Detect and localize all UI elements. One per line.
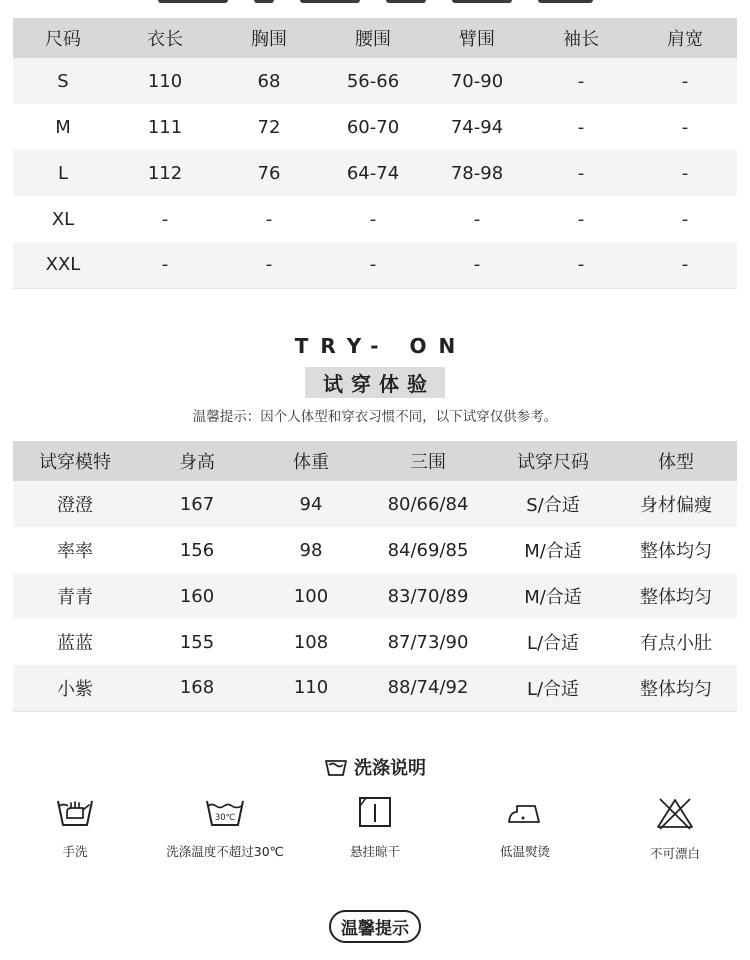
- size-table-header: [13, 18, 737, 58]
- tryon-header-cell: 三围: [410, 452, 446, 473]
- size-cell: XXL: [45, 254, 81, 276]
- no-bleach-icon: [655, 796, 695, 830]
- tryon-cell: 160: [179, 585, 215, 607]
- tryon-note: 温馨提示：因个人体型和穿衣习惯不同，以下试穿仅供参考。: [192, 409, 558, 425]
- tryon-cell: 100: [293, 585, 329, 607]
- size-cell: S: [57, 70, 69, 92]
- tryon-cell: 小紫: [57, 678, 93, 700]
- tryon-table-header: [13, 441, 737, 481]
- size-cell: -: [161, 208, 169, 230]
- size-cell: 111: [147, 116, 183, 138]
- size-cell: -: [577, 208, 585, 230]
- size-cell: -: [681, 162, 689, 184]
- wash-item-30c: [150, 796, 300, 860]
- tryon-cell: S/合适: [526, 495, 580, 516]
- size-header-cell: 尺码: [45, 29, 81, 50]
- tryon-cell: 88/74/92: [387, 677, 469, 699]
- size-cell: -: [577, 162, 585, 184]
- size-cell: 74-94: [450, 116, 504, 138]
- table-row: [13, 150, 737, 196]
- size-cell: 70-90: [450, 70, 504, 92]
- tryon-cell: L/合适: [526, 633, 580, 654]
- cropped-title-bar: [0, 0, 750, 3]
- size-header-cell: 衣长: [147, 29, 183, 50]
- tryon-cell: 澄澄: [57, 495, 93, 516]
- size-cell: -: [265, 254, 273, 276]
- size-cell: -: [681, 116, 689, 138]
- size-table: [13, 18, 737, 289]
- size-header-cell: 腰围: [355, 29, 391, 50]
- size-cell: -: [265, 208, 273, 230]
- tryon-cell: 蓝蓝: [57, 633, 93, 654]
- size-cell: -: [473, 254, 481, 276]
- size-cell: -: [577, 254, 585, 276]
- wash-30-icon: [205, 796, 245, 828]
- size-cell: 78-98: [450, 162, 504, 184]
- tryon-cell: 155: [179, 631, 215, 653]
- size-cell: 68: [257, 70, 281, 92]
- size-cell: 56-66: [346, 70, 400, 92]
- table-row: [13, 58, 737, 104]
- table-row: [13, 619, 737, 665]
- wash-label: 手洗: [62, 844, 88, 859]
- wash-label: 不可漂白: [649, 846, 700, 861]
- washing-title: [0, 754, 750, 780]
- table-row: [13, 573, 737, 619]
- size-cell: -: [577, 116, 585, 138]
- size-header-cell: 臂围: [459, 29, 495, 50]
- tryon-cell: 108: [293, 631, 329, 653]
- tryon-header-cell: 体型: [658, 452, 694, 473]
- tryon-cell: 168: [179, 677, 215, 699]
- tryon-cell: M/合适: [524, 541, 582, 562]
- tryon-cell: 167: [179, 493, 215, 515]
- low-iron-icon: [505, 796, 545, 828]
- size-cell: L: [57, 162, 69, 184]
- tryon-cell: 94: [299, 493, 323, 515]
- tryon-header-cell: 身高: [179, 452, 215, 473]
- tryon-cell: 率率: [57, 541, 93, 562]
- size-header-cell: 袖长: [563, 29, 599, 50]
- wash-label: 悬挂晾干: [349, 844, 400, 859]
- tryon-cell: 80/66/84: [387, 493, 469, 515]
- size-header-cell: 胸围: [251, 29, 287, 50]
- table-row: [13, 242, 737, 288]
- tryon-cell: 有点小肚: [640, 633, 712, 654]
- size-cell: 60-70: [346, 116, 400, 138]
- tryon-cell: 整体均匀: [640, 541, 712, 562]
- size-header-cell: 肩宽: [667, 29, 703, 50]
- tryon-cell: 身材偏瘦: [640, 495, 712, 516]
- tryon-cell: L/合适: [526, 678, 580, 700]
- size-cell: -: [681, 70, 689, 92]
- wash-item-low-iron: [450, 796, 600, 860]
- wash-item-no-bleach: [600, 796, 750, 862]
- tryon-cell: M/合适: [524, 587, 582, 608]
- wash-label: 洗涤温度不超过30℃: [166, 844, 284, 859]
- washing-title-text: 洗涤说明: [354, 758, 426, 779]
- tryon-cell: 156: [179, 539, 215, 561]
- tryon-header-cell: 试穿尺码: [517, 452, 589, 473]
- basin-icon: [324, 757, 348, 777]
- table-row: [13, 481, 737, 527]
- size-cell: -: [577, 70, 585, 92]
- tryon-cell: 青青: [57, 587, 93, 608]
- size-cell: -: [473, 208, 481, 230]
- size-cell: M: [55, 116, 71, 138]
- size-cell: 112: [147, 162, 183, 184]
- table-row: [13, 527, 737, 573]
- size-cell: -: [161, 254, 169, 276]
- size-cell: 72: [257, 116, 281, 138]
- wash-30-icon-text: 30℃: [214, 813, 236, 823]
- tryon-cell: 83/70/89: [387, 585, 469, 607]
- wash-item-hand-wash: [0, 796, 150, 860]
- hand-wash-icon: [56, 796, 94, 828]
- tryon-header-cell: 体重: [293, 452, 329, 473]
- size-cell: -: [681, 254, 689, 276]
- tryon-cell: 98: [299, 539, 323, 561]
- size-cell: 76: [257, 162, 281, 184]
- size-cell: 64-74: [346, 162, 400, 184]
- tryon-cell: 整体均匀: [640, 678, 712, 700]
- tryon-cell: 110: [293, 677, 329, 699]
- tryon-cell: 84/69/85: [387, 539, 469, 561]
- tryon-header-cell: 试穿模特: [39, 452, 111, 473]
- size-cell: -: [681, 208, 689, 230]
- hang-dry-icon: [358, 796, 392, 828]
- size-cell: -: [369, 208, 377, 230]
- tryon-title-cn: 试穿体验: [305, 367, 445, 398]
- size-cell: -: [369, 254, 377, 276]
- tryon-table: [13, 441, 737, 712]
- warm-tips-badge: 温馨提示: [329, 910, 421, 943]
- tryon-title-en: TRY- ON: [294, 334, 468, 358]
- size-cell: XL: [51, 208, 75, 230]
- size-cell: 110: [147, 70, 183, 92]
- table-row: [13, 196, 737, 242]
- tryon-cell: 整体均匀: [640, 587, 712, 608]
- wash-item-hang-dry: [300, 796, 450, 860]
- wash-label: 低温熨烫: [499, 844, 550, 859]
- table-row: [13, 104, 737, 150]
- tryon-cell: 87/73/90: [387, 631, 469, 653]
- table-row: [13, 665, 737, 711]
